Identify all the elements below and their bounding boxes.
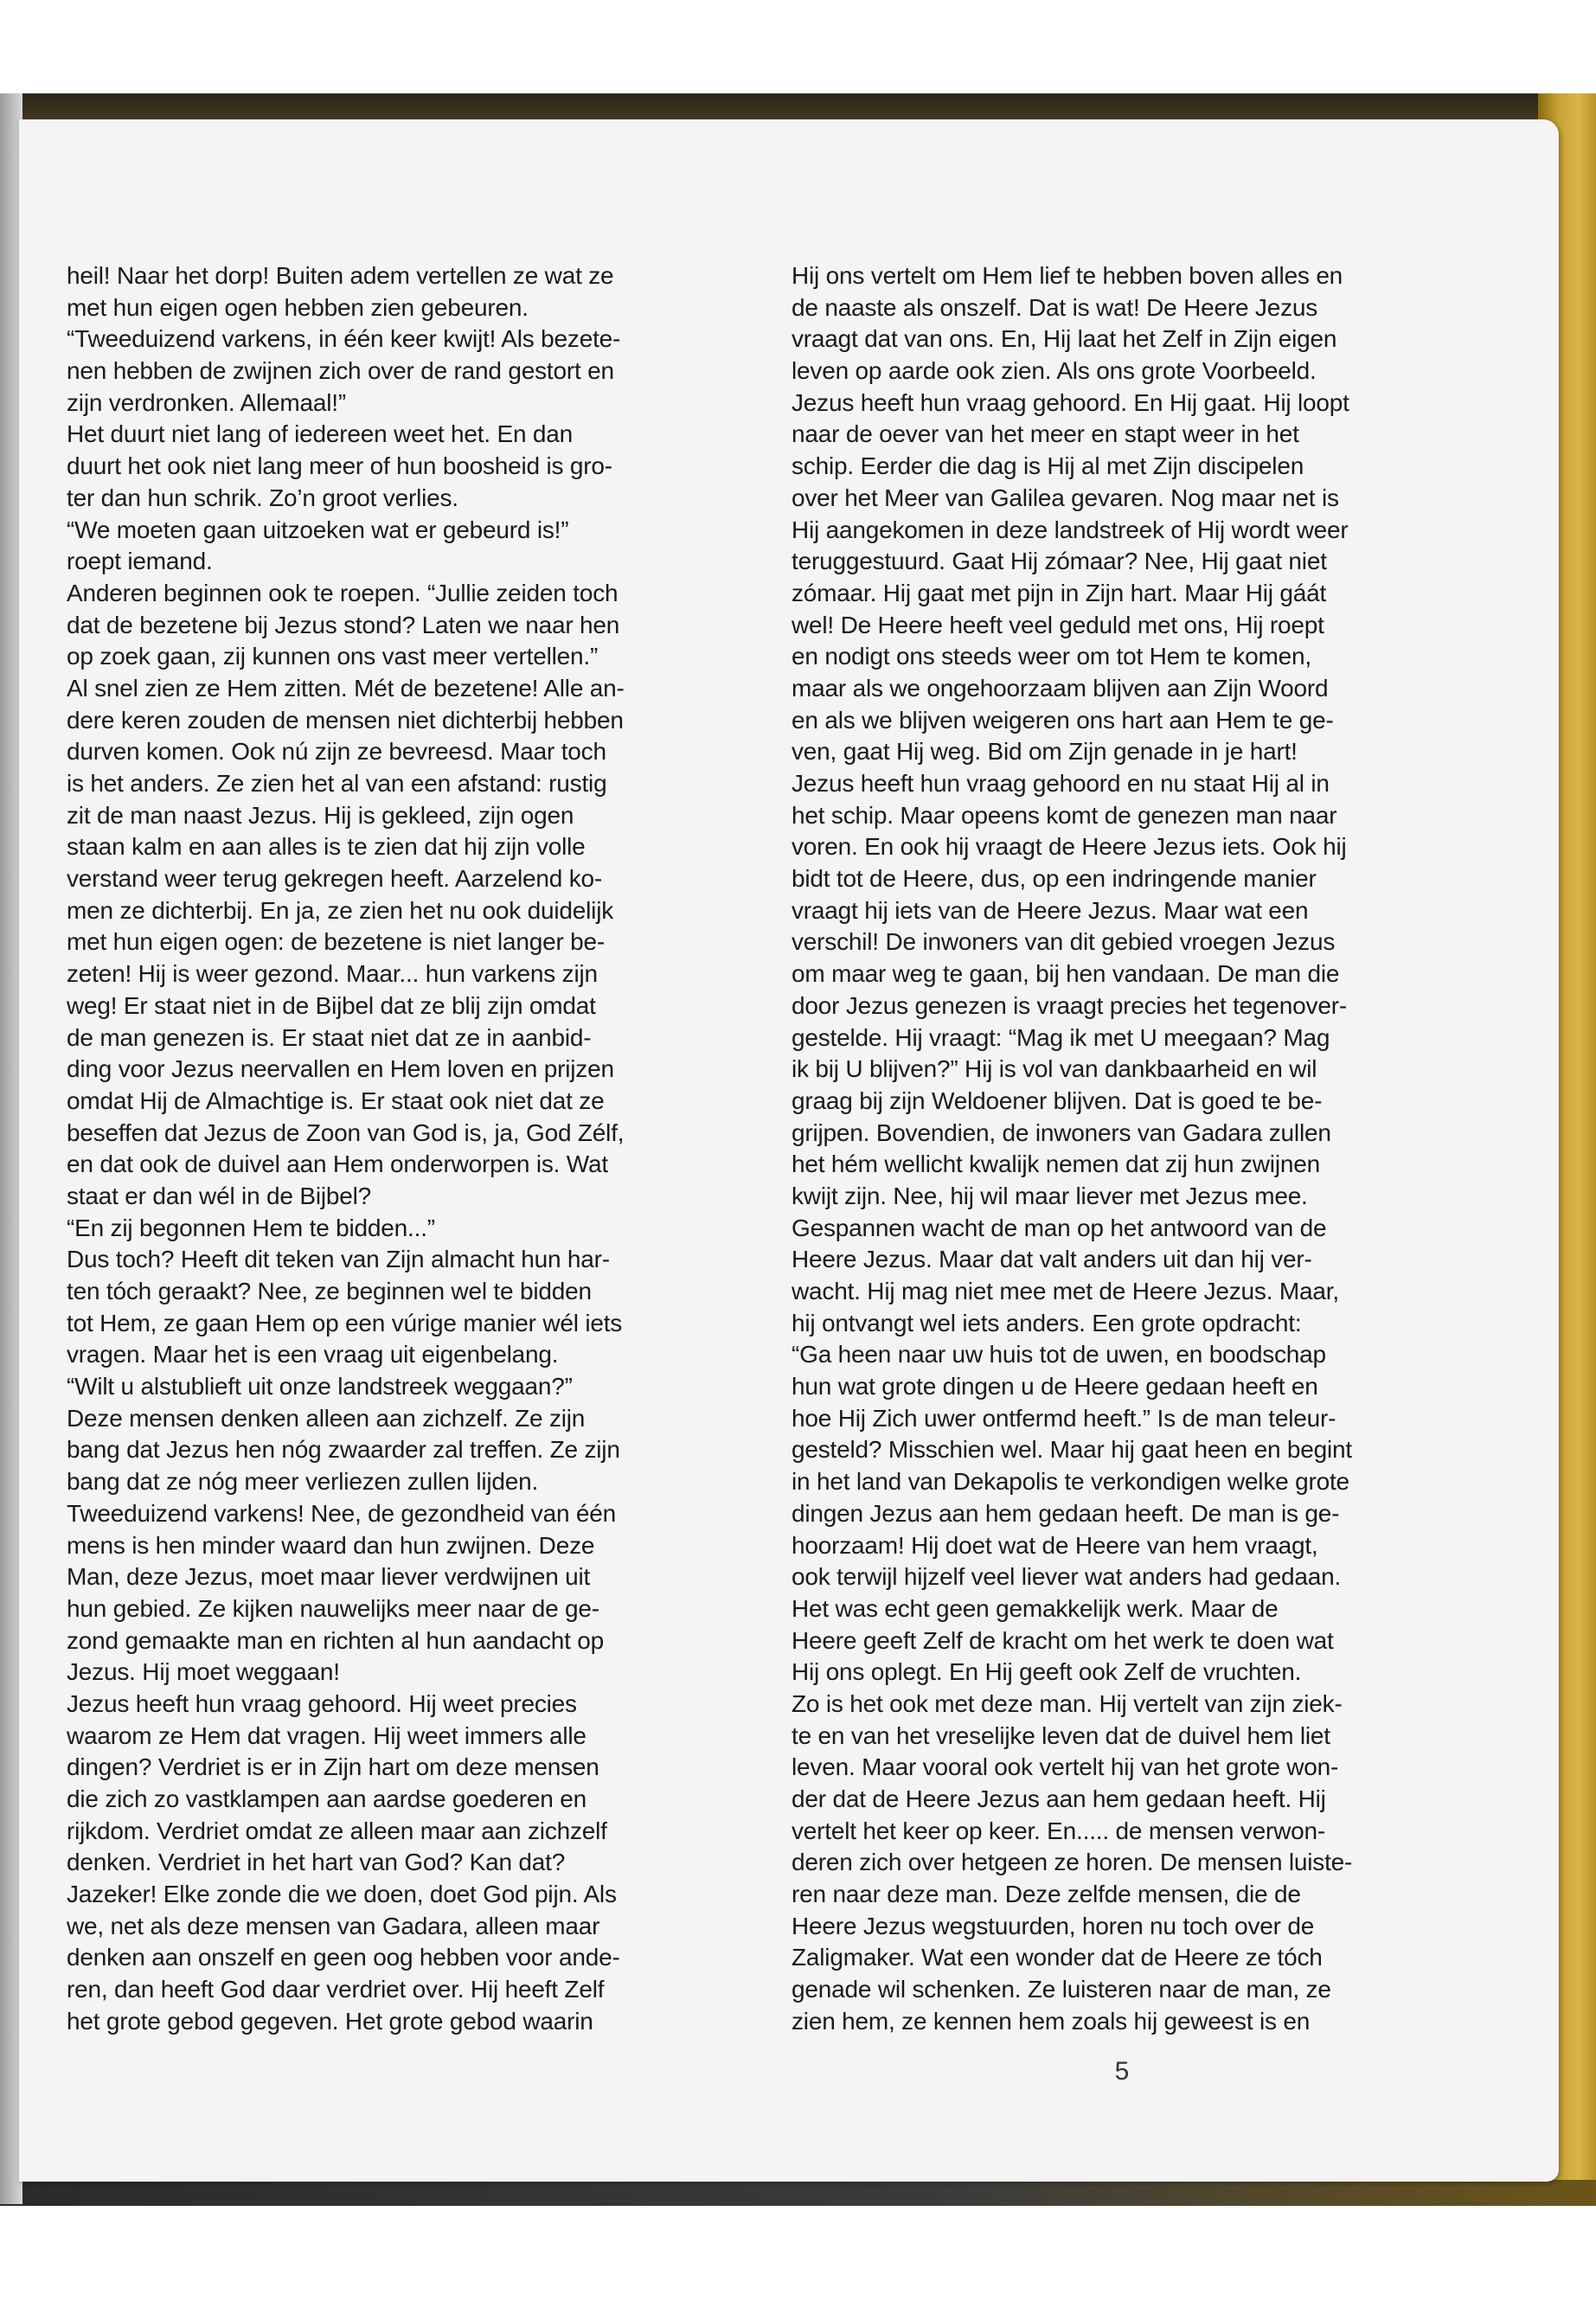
text-line: om maar weg te gaan, bij hen vandaan. De man die [792,960,1340,988]
text-line: leven op aarde ook zien. Als ons grote Voorbeeld. [792,357,1317,385]
text-line: Hij aangekomen in deze landstreek of Hij wordt weer [792,516,1349,543]
text-line: bidt tot de Heere, dus, op een indringende manier [792,865,1317,893]
text-line: dingen? Verdriet is er in Zijn hart om deze mensen [67,1753,599,1781]
text-line: Heere Jezus. Maar dat valt anders uit dan hij ver- [792,1246,1312,1273]
text-line: “Wilt u alstublieft uit onze landstreek weggaan?” [67,1373,573,1400]
text-line: verstand weer terug gekregen heeft. Aarzelend ko- [67,865,603,893]
text-line: hoe Hij Zich uwer ontfermd heeft.” Is de man teleur- [792,1404,1336,1432]
text-line: Anderen beginnen ook te roepen. “Jullie zeiden toch [67,579,619,606]
text-line: “Tweeduizend varkens, in één keer kwijt! Als bezete- [67,325,621,353]
text-line: Jazeker! Elke zonde die we doen, doet God pijn. Als [67,1881,617,1908]
text-line: en nodigt ons steeds weer om tot Hem te komen, [792,643,1311,670]
text-line: met hun eigen ogen: de bezetene is niet langer be- [67,928,606,956]
text-line: duurt het ook niet lang meer of hun boosheid is gro- [67,452,612,480]
text-line: Deze mensen denken alleen aan zichzelf. Ze zijn [67,1404,586,1432]
text-line: het schip. Maar opeens komt de genezen man naar [792,801,1337,829]
text-line: teruggestuurd. Gaat Hij zómaar? Nee, Hij gaat niet [792,548,1327,575]
text-line: roept iemand. [67,548,213,575]
text-line: wel! De Heere heeft veel geduld met ons, Hij roept [792,611,1324,638]
text-line: ik bij U blijven?” Hij is vol van dankbaarheid en wil [792,1055,1317,1083]
text-line: te en van het vreselijke leven dat de duivel hem liet [792,1721,1330,1749]
text-line: ding voor Jezus neervallen en Hem loven en prijzen [67,1055,614,1083]
text-line: Zaligmaker. Wat een wonder dat de Heere ze tóch [792,1944,1323,1971]
text-line: met hun eigen ogen hebben zien gebeuren. [67,293,529,321]
text-line: heil! Naar het dorp! Buiten adem vertellen ze wat ze [67,262,614,289]
text-line: ook terwijl hijzelf veel liever wat anders had gedaan. [792,1563,1342,1591]
text-line: over het Meer van Galilea gevaren. Nog maar net is [792,484,1339,511]
text-line: beseffen dat Jezus de Zoon van God is, ja, God Zélf, [67,1118,625,1146]
text-line: het grote gebod gegeven. Het grote gebod waarin [67,2007,593,2035]
text-line: Hij ons oplegt. En Hij geeft ook Zelf de vruchten. [792,1658,1302,1686]
text-line: zeten! Hij is weer gezond. Maar... hun varkens zijn [67,960,598,988]
text-line: “En zij begonnen Hem te bidden...” [67,1214,435,1241]
text-line: hun gebied. Ze kijken nauwelijks meer naar de ge- [67,1594,599,1622]
text-line: staat er dan wél in de Bijbel? [67,1182,371,1209]
text-line: kwijt zijn. Nee, hij wil maar liever met Jezus mee. [792,1182,1308,1209]
text-line: door Jezus genezen is vraagt precies het tegenover- [792,991,1347,1019]
text-line: dere keren zouden de mensen niet dichterbij hebben [67,706,624,734]
text-line: Hij ons vertelt om Hem lief te hebben boven alles en [792,262,1343,289]
text-line: het hém wellicht kwalijk nemen dat zij hun zwijnen [792,1150,1320,1178]
text-line: nen hebben de zwijnen zich over de rand gestort en [67,357,614,385]
book-cover-bottom [0,2180,1596,2206]
text-line: weg! Er staat niet in de Bijbel dat ze blij zijn omdat [67,991,596,1019]
text-line: in het land van Dekapolis te verkondigen welke grote [792,1468,1349,1496]
text-line: waarom ze Hem dat vragen. Hij weet immers alle [67,1721,586,1749]
text-line: dat de bezetene bij Jezus stond? Laten we naar hen [67,611,620,638]
text-line: is het anders. Ze zien het al van een afstand: rustig [67,770,607,797]
text-line: ren naar deze man. Deze zelfde mensen, die de [792,1881,1301,1908]
text-line: genade wil schenken. Ze luisteren naar de man, ze [792,1976,1331,2003]
text-line: schip. Eerder die dag is Hij al met Zijn discipelen [792,452,1304,480]
left-text-column [67,260,707,2038]
text-line: Het was echt geen gemakkelijk werk. Maar de [792,1594,1279,1622]
text-line: we, net als deze mensen van Gadara, alleen maar [67,1912,600,1939]
text-line: bang dat Jezus hen nóg zwaarder zal treffen. Ze zijn [67,1436,620,1464]
text-line: Heere Jezus wegstuurden, horen nu toch over de [792,1912,1315,1939]
text-line: naar de oever van het meer en stapt weer in het [792,420,1299,448]
text-line: zit de man naast Jezus. Hij is gekleed, zijn ogen [67,801,574,829]
text-line: ten tóch geraakt? Nee, ze beginnen wel te bidden [67,1278,592,1304]
text-line: men ze dichterbij. En ja, ze zien het nu ook duidelijk [67,896,614,924]
text-line: denken aan onszelf en geen oog hebben voor ande- [67,1944,620,1971]
text-line: leven. Maar vooral ook vertelt hij van het grote won- [792,1753,1339,1781]
text-line: zond gemaakte man en richten al hun aandacht op [67,1626,605,1654]
text-line: Man, deze Jezus, moet maar liever verdwijnen uit [67,1563,591,1591]
text-line: die zich zo vastklampen aan aardse goederen en [67,1785,586,1812]
text-line: Jezus heeft hun vraag gehoord. En Hij gaat. Hij loopt [792,388,1349,416]
text-line: hij ontvangt wel iets anders. Een grote opdracht: [792,1309,1302,1336]
text-line: Gespannen wacht de man op het antwoord van de [792,1214,1327,1241]
book-page [19,119,1559,2182]
text-line: en dat ook de duivel aan Hem onderworpen is. Wat [67,1150,608,1178]
text-line: Zo is het ook met deze man. Hij vertelt van zijn ziek- [792,1689,1343,1717]
text-line: zijn verdronken. Allemaal!” [67,388,346,416]
text-line: grijpen. Bovendien, de inwoners van Gadara zullen [792,1118,1331,1146]
text-line: ven, gaat Hij weg. Bid om Zijn genade in je hart! [792,738,1298,766]
text-line: deren zich over hetgeen ze horen. De mensen luiste- [792,1849,1353,1876]
text-line: hun wat grote dingen u de Heere gedaan heeft en [792,1373,1318,1400]
text-line: zien hem, ze kennen hem zoals hij geweest is en [792,2007,1311,2035]
text-line: voren. En ook hij vraagt de Heere Jezus iets. Ook hij [792,833,1347,861]
text-line: dingen Jezus aan hem gedaan heeft. De man is ge- [792,1499,1340,1527]
text-line: zómaar. Hij gaat met pijn in Zijn hart. Maar Hij gáát [792,579,1327,606]
text-line: de naaste als onszelf. Dat is wat! De Heere Jezus [792,293,1318,321]
text-line: staan kalm en aan alles is te zien dat hij zijn volle [67,833,586,861]
text-line: de man genezen is. Er staat niet dat ze in aanbid- [67,1023,592,1051]
text-line: tot Hem, ze gaan Hem op een vúrige manier wél iets [67,1309,623,1336]
text-line: maar als we ongehoorzaam blijven aan Zijn Woord [792,674,1329,702]
text-line: denken. Verdriet in het hart van God? Kan dat? [67,1849,566,1876]
text-line: gesteld? Misschien wel. Maar hij gaat heen en begint [792,1436,1352,1464]
text-line: Dus toch? Heeft dit teken van Zijn almacht hun har- [67,1246,610,1273]
text-line: verschil! De inwoners van dit gebied vroegen Jezus [792,928,1336,956]
text-line: Jezus. Hij moet weggaan! [67,1658,340,1686]
text-line: hoorzaam! Hij doet wat de Heere van hem vraagt, [792,1531,1318,1559]
text-line: gestelde. Hij vraagt: “Mag ik met U meegaan? Mag [792,1023,1330,1051]
text-line: “We moeten gaan uitzoeken wat er gebeurd is!” [67,516,569,543]
text-line: Jezus heeft hun vraag gehoord en nu staat Hij al in [792,770,1330,797]
text-line: vragen. Maar het is een vraag uit eigenbelang. [67,1341,559,1368]
text-line: rijkdom. Verdriet omdat ze alleen maar aan zichzelf [67,1817,607,1844]
text-line: Het duurt niet lang of iedereen weet het. En dan [67,420,574,448]
text-line: bang dat ze nóg meer verliezen zullen lijden. [67,1468,539,1496]
text-line: op zoek gaan, zij kunnen ons vast meer vertellen.” [67,643,599,670]
text-line: vertelt het keer op keer. En..... de mensen verwon- [792,1817,1326,1844]
text-line: durven komen. Ook nú zijn ze bevreesd. Maar toch [67,738,606,766]
text-line: vraagt hij iets van de Heere Jezus. Maar wat een [792,896,1309,924]
text-line: Tweeduizend varkens! Nee, de gezondheid van één [67,1499,617,1527]
text-line: vraagt dat van ons. En, Hij laat het Zelf in Zijn eigen [792,325,1337,353]
text-line: ter dan hun schrik. Zo’n groot verlies. [67,484,458,511]
text-line: en als we blijven weigeren ons hart aan Hem te ge- [792,706,1334,734]
text-line: wacht. Hij mag niet mee met de Heere Jezus. Maar, [792,1278,1339,1304]
text-line: graag bij zijn Weldoener blijven. Dat is goed te be- [792,1086,1323,1114]
text-line: omdat Hij de Almachtige is. Er staat ook niet dat ze [67,1086,605,1114]
text-line: “Ga heen naar uw huis tot de uwen, en boodschap [792,1341,1326,1368]
text-line: Heere geeft Zelf de kracht om het werk te doen wat [792,1626,1334,1654]
text-line: der dat de Heere Jezus aan hem gedaan heeft. Hij [792,1785,1326,1812]
text-line: ren, dan heeft God daar verdriet over. Hij heeft Zelf [67,1976,605,2003]
text-line: Jezus heeft hun vraag gehoord. Hij weet precies [67,1689,577,1717]
right-text-column [792,260,1432,2038]
text-line: mens is hen minder waard dan hun zwijnen. Deze [67,1531,595,1559]
page-number: 5 [1114,2057,1130,2086]
text-line: Al snel zien ze Hem zitten. Mét de bezetene! Alle an- [67,674,625,702]
